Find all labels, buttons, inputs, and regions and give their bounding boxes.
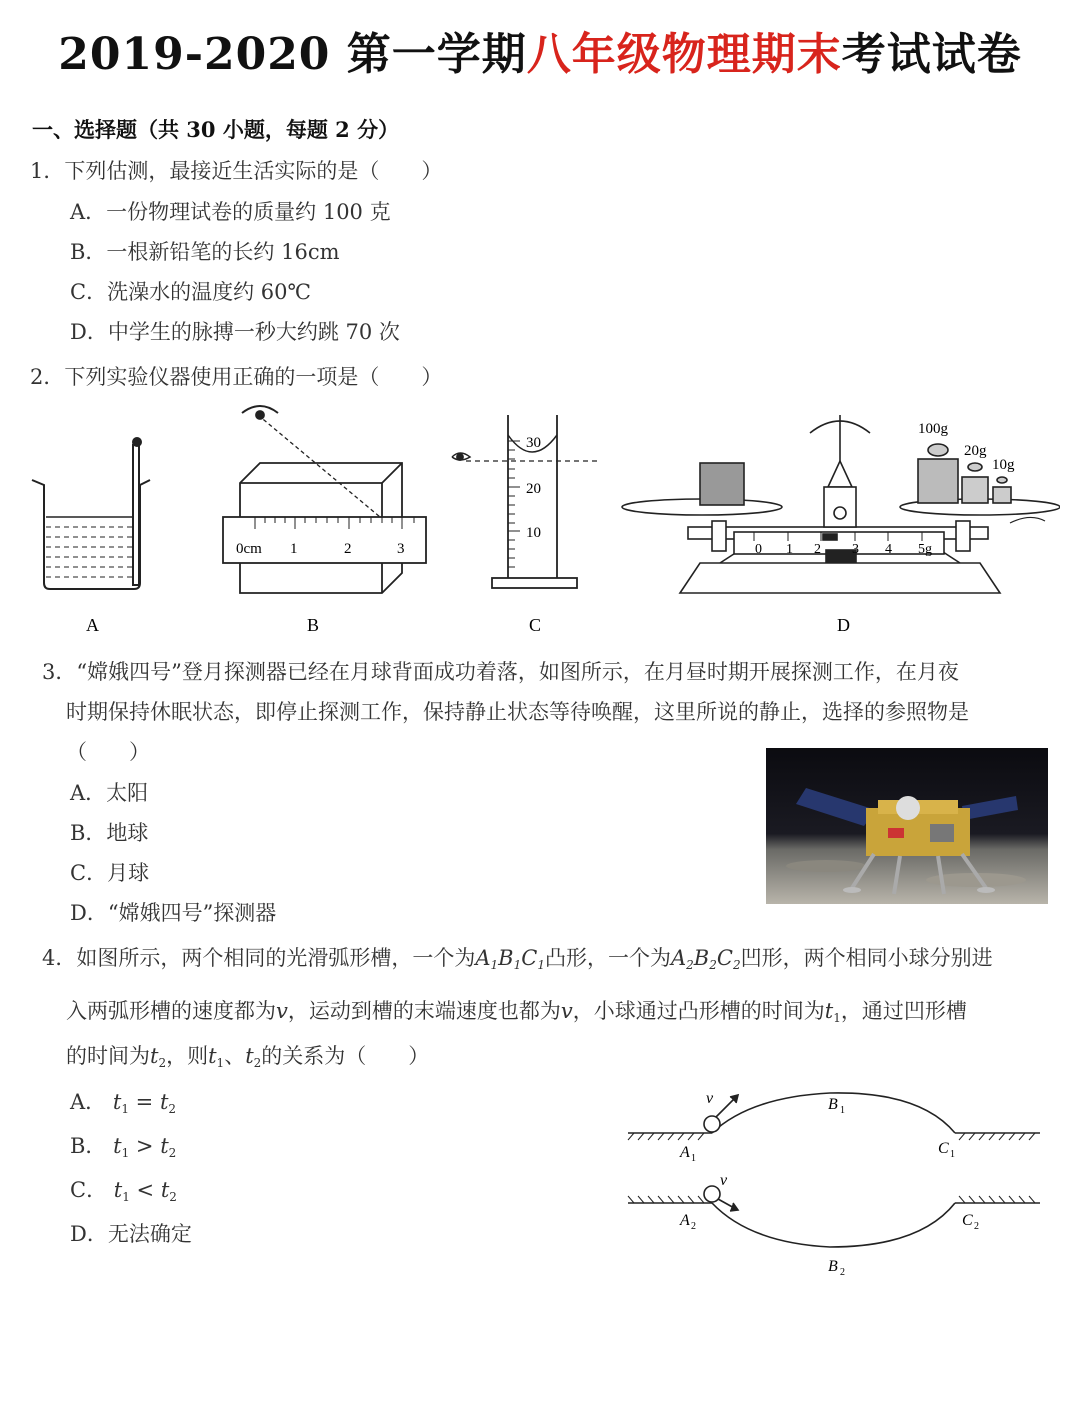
fig-c2-sub: 2 (974, 1221, 979, 1232)
relation-eq: = (135, 1090, 154, 1114)
balance-tick-5g: 5g (918, 542, 932, 557)
q4-l3-text-c: 、 (224, 1044, 246, 1068)
block-ruler-figure (223, 406, 426, 593)
sub-2: 2 (169, 1190, 177, 1204)
question-3-line3: （ ） (66, 740, 150, 764)
fig-c1: C (938, 1140, 949, 1157)
question-4-line3 (66, 1040, 429, 1070)
ruler-tick-0: 0cm (236, 541, 262, 557)
symbol-t: t (159, 1090, 169, 1114)
q3-option-a: A．太阳 (70, 781, 149, 805)
ruler-tick-3: 3 (397, 541, 405, 557)
symbol-t: t (160, 1134, 169, 1158)
q2-label-d: D (837, 615, 850, 635)
fig-c2: C (962, 1212, 973, 1229)
title-part1: 2019-2020 第一学期 (58, 29, 527, 80)
fig-a2-sub: 2 (691, 1221, 696, 1232)
sub-1: 1 (121, 1102, 129, 1116)
relation-gt: > (135, 1134, 154, 1158)
fig-c1-sub: 1 (950, 1149, 955, 1160)
sub-2: 2 (253, 1056, 262, 1070)
question-4-line2 (66, 995, 967, 1025)
q4-option-c (70, 1174, 177, 1204)
sub-2: 2 (732, 958, 741, 972)
symbol-t: t (245, 1044, 254, 1068)
q4-option-b-label: B． (70, 1134, 107, 1158)
symbol-v: v (276, 999, 288, 1023)
arc-grooves-figure (620, 1075, 1050, 1290)
balance-tick-2: 2 (814, 542, 821, 557)
balance-tick-3: 3 (852, 542, 859, 557)
q3-option-b: B．地球 (70, 821, 149, 845)
question-2-stem: 2．下列实验仪器使用正确的一项是（ ） (30, 365, 443, 389)
page-title (0, 18, 1080, 82)
sub-1: 1 (122, 1190, 130, 1204)
question-3-line2: 时期保持休眠状态，即停止探测工作，保持静止状态等待唤醒，这里所说的静止，选择的参照物是 (66, 700, 969, 724)
balance-figure (622, 415, 1060, 593)
beaker-thermometer-figure (32, 438, 150, 589)
fig-a1-sub: 1 (691, 1153, 696, 1164)
q4-l2-text-a: 入两弧形槽的速度都为 (66, 999, 276, 1023)
symbol-t: t (112, 1090, 122, 1114)
sub-1: 1 (513, 958, 522, 972)
q2-instruments-figure (20, 395, 1060, 640)
sub-1: 1 (490, 958, 499, 972)
symbol-t: t (824, 999, 834, 1023)
cylinder-tick-10: 10 (526, 525, 541, 541)
q4-l1-text-b: 凸形，一个为 (544, 946, 671, 970)
q1-option-d: D．中学生的脉搏一秒大约跳 70 次 (70, 320, 400, 344)
q1-option-c: C．洗澡水的温度约 60℃ (70, 280, 311, 304)
title-part3: 考试试卷 (841, 29, 1022, 80)
symbol-t: t (113, 1134, 122, 1158)
symbol-v: v (560, 999, 573, 1023)
fig-b2: B (828, 1258, 838, 1275)
label-a1b1c1 (475, 946, 545, 970)
cylinder-tick-20: 20 (526, 481, 541, 497)
q3-option-d: D．“嫦娥四号”探测器 (70, 901, 277, 925)
fig-b1: B (828, 1096, 838, 1113)
cylinder-tick-30: 30 (526, 435, 541, 451)
label-A: A (475, 946, 491, 970)
section-heading: 一、选择题（共 30 小题，每题 2 分） (32, 117, 400, 142)
graduated-cylinder-figure (452, 415, 598, 588)
label-B: B (693, 946, 710, 970)
q4-l3-text-d: 的关系为（ ） (261, 1044, 430, 1068)
weight-label-10g: 10g (992, 457, 1015, 473)
q2-label-a: A (86, 615, 99, 635)
q4-option-a-label: A． (70, 1090, 107, 1114)
fig-a2: A (680, 1212, 690, 1229)
q4-l3-text-a: 的时间为 (66, 1044, 150, 1068)
sub-2: 2 (168, 1102, 177, 1116)
question-1-stem: 1．下列估测，最接近生活实际的是（ ） (30, 159, 443, 183)
q1-option-b: B．一根新铅笔的长约 16cm (70, 240, 340, 264)
label-C: C (716, 946, 733, 970)
fig-v-1: v (706, 1090, 714, 1107)
sub-2: 2 (709, 958, 717, 972)
label-a2b2c2 (671, 946, 741, 970)
sub-1: 1 (121, 1146, 130, 1160)
q4-option-b (70, 1130, 176, 1160)
label-B: B (498, 946, 514, 970)
q4-option-c-label: C． (70, 1178, 108, 1202)
question-4-line1 (42, 942, 993, 972)
sub-2: 2 (158, 1056, 167, 1070)
q4-option-a (70, 1086, 176, 1116)
q1-option-a: A．一份物理试卷的质量约 100 克 (70, 200, 391, 224)
relation-lt: < (136, 1178, 155, 1202)
q4-l2-text-b: ，运动到槽的末端速度也都为 (287, 999, 561, 1023)
q4-l2-text-c: ，小球通过凸形槽的时间为 (572, 999, 825, 1023)
fig-a1: A (680, 1144, 690, 1161)
symbol-t: t (150, 1044, 159, 1068)
symbol-t: t (208, 1044, 217, 1068)
sub-2: 2 (168, 1146, 177, 1160)
fig-b1-sub: 1 (840, 1105, 845, 1116)
concave-groove (628, 1186, 1040, 1247)
fig-v-2: v (720, 1172, 728, 1189)
q3-option-c: C．月球 (70, 861, 150, 885)
q4-l2-text-d: ，通过凹形槽 (840, 999, 967, 1023)
q4-l1-text-a: 4．如图所示，两个相同的光滑弧形槽，一个为 (42, 946, 476, 970)
question-3-line1: 3．“嫦娥四号”登月探测器已经在月球背面成功着落，如图所示，在月昼时期开展探测工作，在月夜 (42, 660, 959, 684)
sub-2: 2 (686, 958, 694, 972)
balance-tick-0: 0 (755, 542, 762, 557)
fig-b2-sub: 2 (840, 1267, 845, 1278)
ruler-tick-1: 1 (290, 541, 298, 557)
weight-label-100g: 100g (918, 421, 948, 437)
balance-tick-4: 4 (885, 542, 892, 557)
ruler-tick-2: 2 (344, 541, 352, 557)
symbol-t: t (160, 1178, 170, 1202)
lunar-lander-photo (766, 748, 1048, 904)
q4-l1-text-c: 凹形，两个相同小球分别进 (740, 946, 993, 970)
q4-l3-text-b: ，则 (166, 1044, 209, 1068)
title-highlight: 八年级物理期末 (526, 29, 842, 80)
weight-label-20g: 20g (964, 443, 987, 459)
balance-tick-1: 1 (786, 542, 793, 557)
q2-label-c: C (529, 615, 542, 635)
label-A: A (670, 946, 687, 970)
q4-option-d: D．无法确定 (70, 1222, 192, 1246)
sub-1: 1 (833, 1011, 841, 1025)
q2-label-b: B (307, 615, 320, 635)
symbol-t: t (113, 1178, 123, 1202)
label-C: C (521, 946, 538, 970)
sub-1: 1 (216, 1056, 225, 1070)
sub-1: 1 (537, 958, 545, 972)
